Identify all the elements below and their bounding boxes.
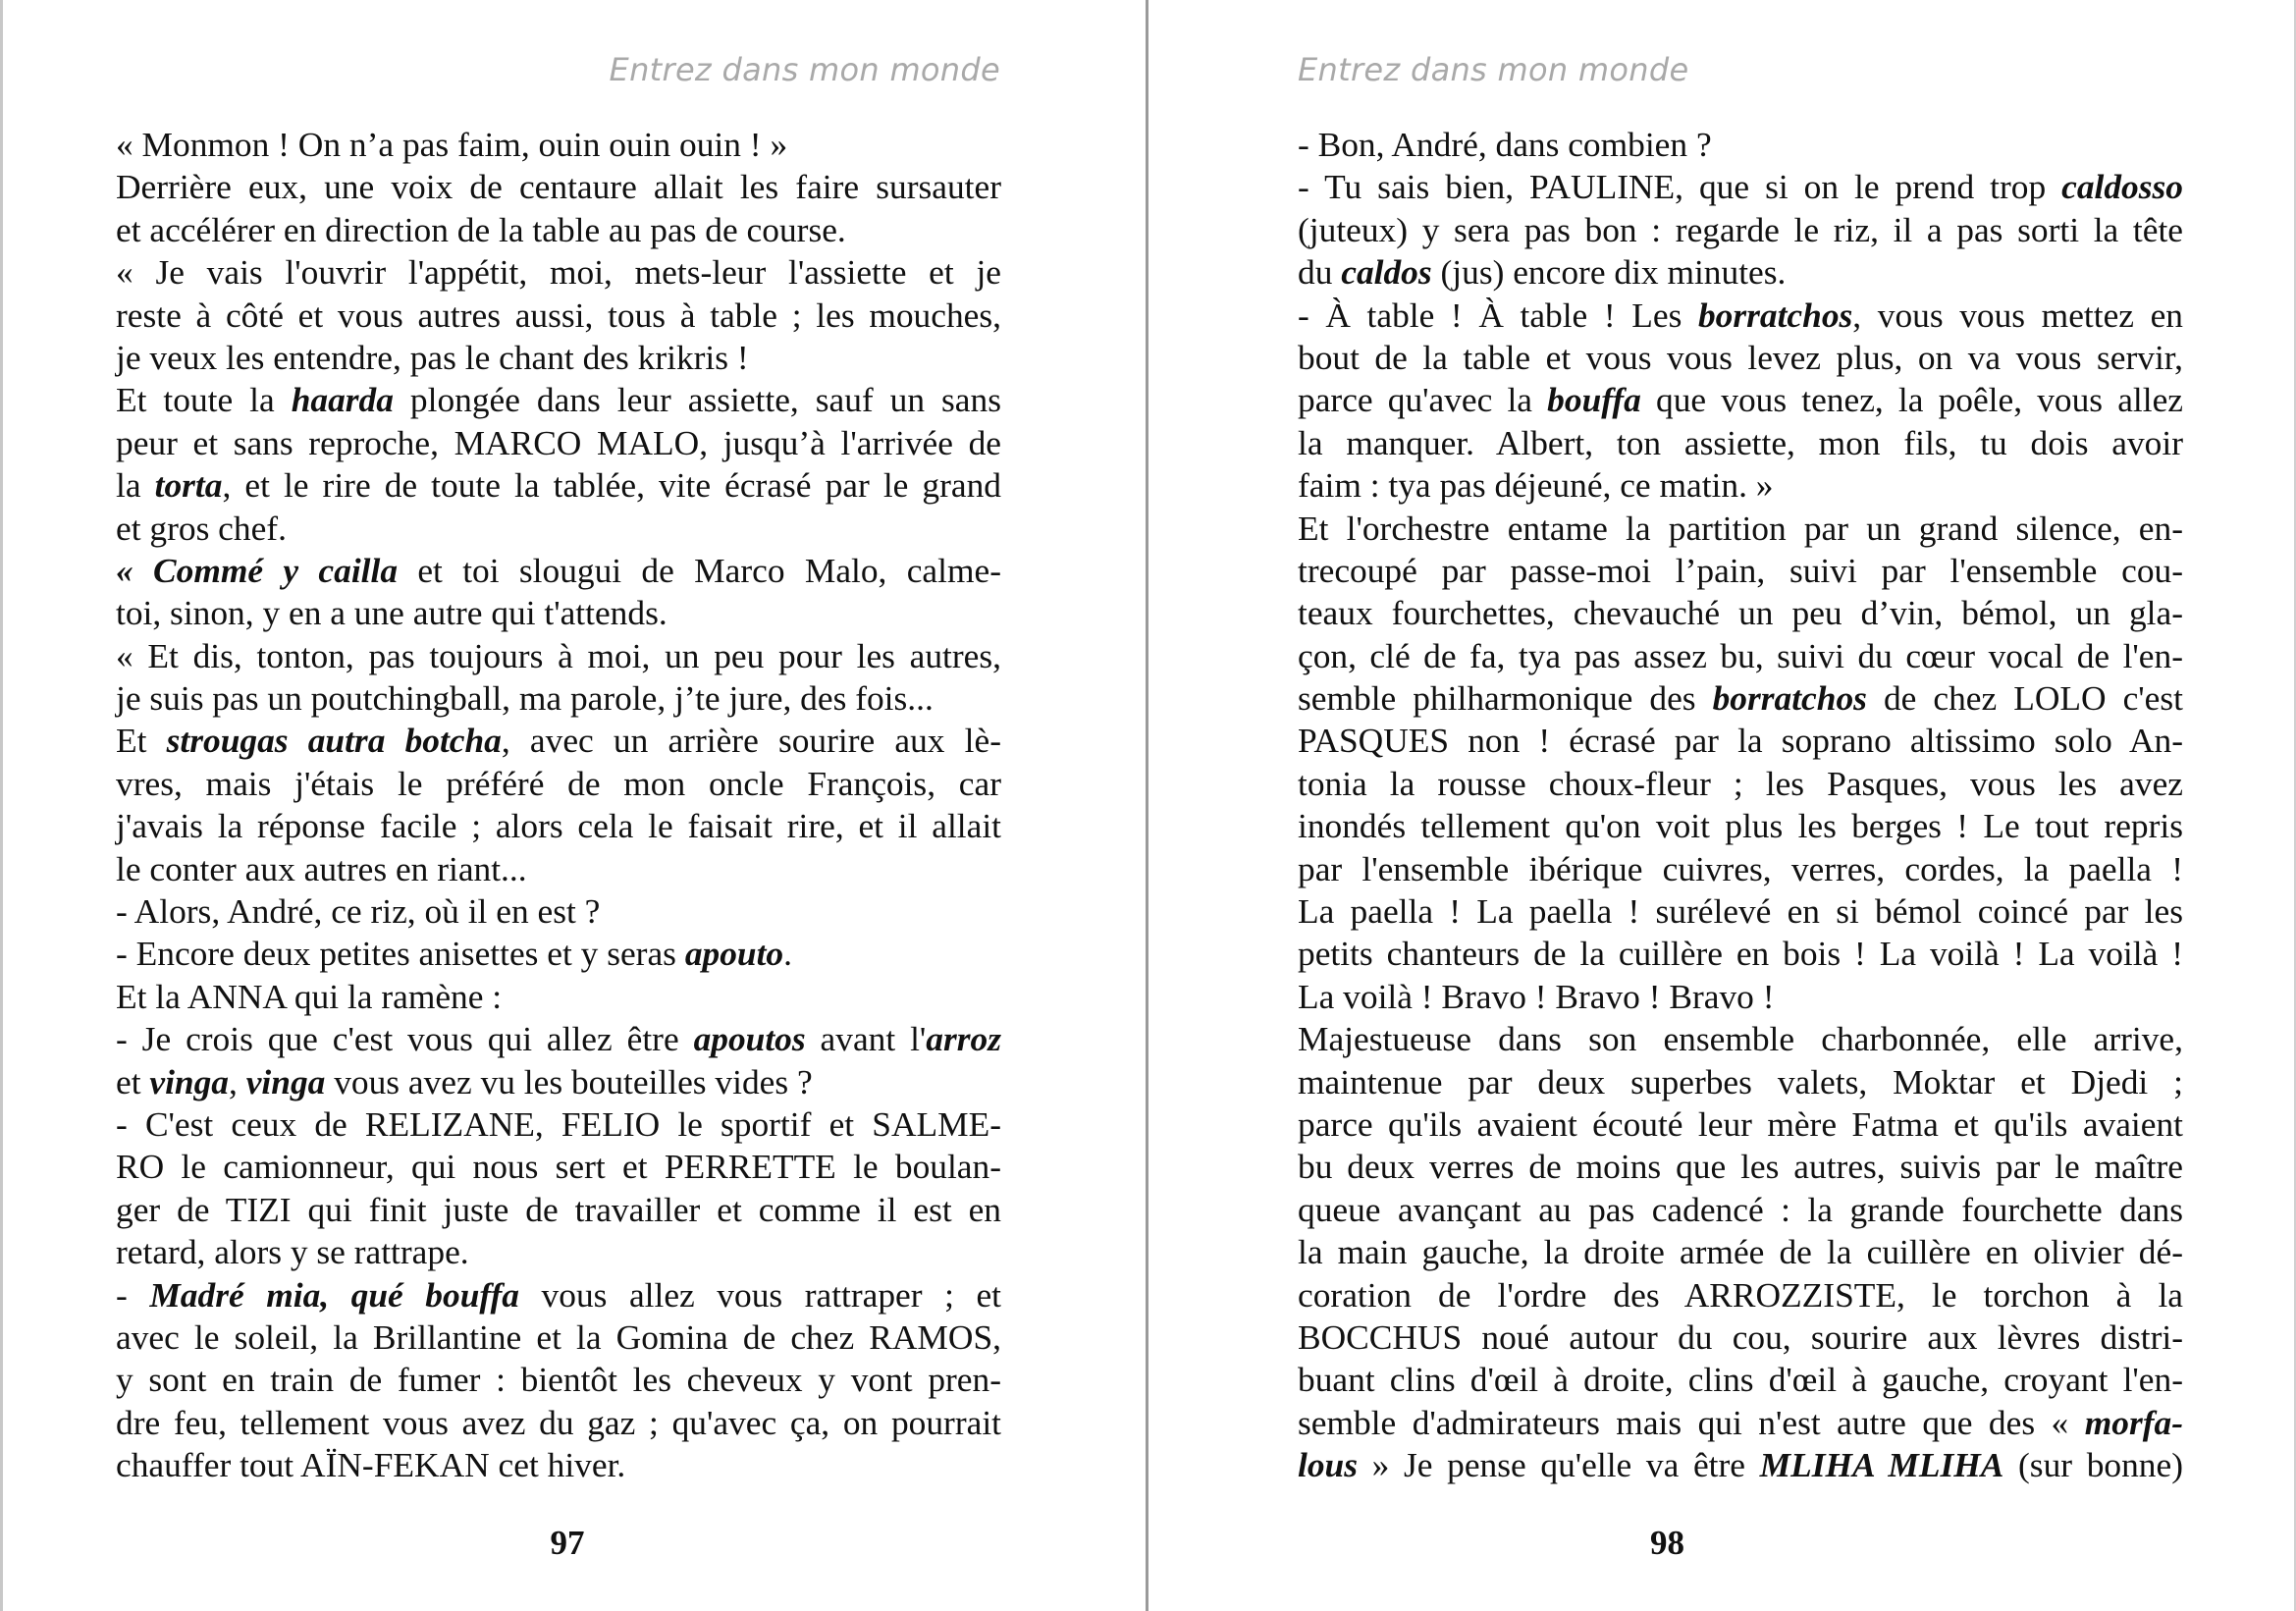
emphasis: Madré mia, qué bouffa (149, 1274, 520, 1315)
text-line (1298, 295, 2183, 337)
text-run: . (783, 934, 792, 974)
text-run: inondés tellement qu'on voit plus les berges ! Le tout repris (1298, 806, 2183, 846)
text-run: et gros chef. (116, 508, 287, 548)
text-run: avec le soleil, la Brillantine et la Gomina de chez RAMOS, (116, 1316, 1001, 1357)
text-run: - C'est ceux de RELIZANE, FELIO le sportif et SALME- (116, 1103, 1001, 1144)
text-run: Et l'orchestre entame la partition par un grand silence, en- (1298, 508, 2183, 548)
text-line (1298, 251, 2183, 294)
text-run: (jus) encore dix minutes. (1431, 252, 1787, 293)
emphasis: caldos (1341, 252, 1432, 293)
text-line (116, 763, 1001, 805)
text-run: plongée dans leur assiette, sauf un sans (393, 380, 1001, 420)
text-line (1298, 592, 2183, 634)
text-line (116, 933, 1001, 975)
body-text (1298, 124, 2183, 1487)
text-run: , (229, 1061, 246, 1101)
text-line (116, 379, 1001, 421)
text-run: bout de la table et vous vous levez plus, on va vous servir, (1298, 337, 2183, 377)
text-run: y sont en train de fumer : bientôt les cheveux y vont pren- (116, 1360, 1001, 1400)
emphasis: bouffa (1547, 380, 1641, 420)
text-run: semble d'admirateurs mais qui n'est autre que des « (1298, 1402, 2085, 1442)
text-line (1298, 209, 2183, 251)
emphasis: borratchos (1697, 295, 1853, 335)
text-line (1298, 805, 2183, 847)
text-line (1298, 720, 2183, 762)
text-line (1298, 124, 2183, 166)
text-run: - Bon, André, dans combien ? (1298, 125, 1712, 164)
text-line (116, 550, 1001, 592)
text-line (1298, 1146, 2183, 1188)
emphasis: caldosso (2061, 167, 2183, 207)
text-line (1298, 337, 2183, 379)
text-run: BOCCHUS noué autour du cou, sourire aux lèvres distri- (1298, 1316, 2183, 1357)
text-run: queue avançant au pas cadencé : la grande fourchette dans (1298, 1189, 2183, 1229)
text-run: , avec un arrière sourire aux lè- (501, 721, 1001, 761)
text-run: , et le rire de toute la tablée, vite écrasé par le grand (222, 465, 1001, 506)
text-run: maintenue par deux superbes valets, Moktar et Djedi ; (1298, 1061, 2183, 1101)
text-run: PASQUES non ! écrasé par la soprano altissimo solo An- (1298, 721, 2183, 761)
text-run: RO le camionneur, qui nous sert et PERRETTE le boulan- (116, 1147, 1001, 1187)
text-line (116, 251, 1001, 294)
text-run: - Tu sais bien, PAULINE, que si on le prend trop (1298, 167, 2062, 207)
text-line (1298, 1103, 2183, 1146)
text-line (1298, 1018, 2183, 1060)
text-run: reste à côté et vous autres aussi, tous à table ; les mouches, (116, 295, 1001, 335)
text-run: chauffer tout AÏN-FEKAN cet hiver. (116, 1445, 626, 1485)
text-run: avant l' (805, 1019, 927, 1059)
text-line (1298, 1444, 2183, 1486)
text-run: « Monmon ! On n’a pas faim, ouin ouin ouin ! » (116, 125, 788, 164)
text-line (1298, 677, 2183, 720)
text-line (1298, 508, 2183, 550)
text-run: trecoupé par passe-moi l’pain, suivi par l'ensemble cou- (1298, 550, 2183, 590)
text-run: et toi slougui de Marco Malo, calme- (398, 550, 1001, 590)
text-run: petits chanteurs de la cuillère en bois ! La voilà ! La voilà ! (1298, 934, 2183, 974)
text-line (116, 1402, 1001, 1444)
text-line (116, 124, 1001, 166)
text-line (116, 805, 1001, 847)
text-run: de chez LOLO c'est (1866, 678, 2183, 719)
text-line (116, 720, 1001, 762)
text-run: faim : tya pas déjeuné, ce matin. » (1298, 465, 1774, 506)
text-line (116, 1103, 1001, 1146)
text-line (1298, 422, 2183, 464)
text-run: toi, sinon, y en a une autre qui t'attends. (116, 593, 667, 633)
text-line (1298, 848, 2183, 890)
text-line (116, 337, 1001, 379)
text-run: la (116, 465, 155, 506)
text-run: teaux fourchettes, chevauché un peu d’vin, bémol, un gla- (1298, 593, 2183, 633)
text-line (1298, 550, 2183, 592)
text-line (116, 1018, 1001, 1060)
emphasis: strougas autra botcha (166, 721, 502, 761)
text-run: - Alors, André, ce riz, où il en est ? (116, 891, 601, 932)
text-run: , vous vous mettez en (1852, 295, 2183, 335)
text-line (1298, 1359, 2183, 1401)
running-head: Entrez dans mon monde (609, 51, 1000, 88)
emphasis: lous (1298, 1445, 1358, 1485)
text-line (116, 592, 1001, 634)
text-run: - Encore deux petites anisettes et y seras (116, 934, 685, 974)
text-run: et accélérer en direction de la table au pas de course. (116, 209, 846, 249)
text-run: (juteux) y sera pas bon : regarde le riz, il a pas sorti la tête (1298, 209, 2183, 249)
text-run: Et (116, 721, 167, 761)
body-text (116, 124, 1001, 1487)
text-line (1298, 635, 2183, 677)
text-line (116, 890, 1001, 933)
text-run: çon, clé de fa, tya pas assez bu, suivi du cœur vocal de l'en- (1298, 635, 2183, 675)
text-run: - À table ! À table ! Les (1298, 295, 1698, 335)
emphasis: haarda (291, 380, 394, 420)
text-run: parce qu'ils avaient écouté leur mère Fatma et qu'ils avaient (1298, 1103, 2183, 1144)
text-run: parce qu'avec la (1298, 380, 1548, 420)
text-run: que vous tenez, la poêle, vous allez (1640, 380, 2183, 420)
text-line (116, 848, 1001, 890)
text-run: vous avez vu les bouteilles vides ? (325, 1061, 813, 1101)
text-line (1298, 763, 2183, 805)
text-run: La paella ! La paella ! surélevé en si bémol coincé par les (1298, 891, 2183, 932)
emphasis: vinga (149, 1061, 230, 1101)
text-line (1298, 890, 2183, 933)
text-run: bu deux verres de moins que les autres, suivis par le maître (1298, 1147, 2183, 1187)
text-run: j'avais la réponse facile ; alors cela le faisait rire, et il allait (116, 806, 1001, 846)
running-head: Entrez dans mon monde (1298, 51, 1689, 88)
text-line (116, 677, 1001, 720)
text-run: la manquer. Albert, ton assiette, mon fils, tu dois avoir (1298, 422, 2183, 462)
right-page (1148, 0, 2296, 1611)
text-run: » Je pense qu'elle va être (1357, 1445, 1760, 1485)
emphasis: arroz (926, 1019, 1002, 1059)
text-line (116, 1359, 1001, 1401)
text-line (1298, 933, 2183, 975)
text-line (116, 976, 1001, 1018)
text-run: semble philharmonique des (1298, 678, 1713, 719)
text-run: je suis pas un poutchingball, ma parole, j’te jure, des fois... (116, 678, 934, 719)
text-run: le conter aux autres en riant... (116, 848, 527, 888)
text-line (116, 166, 1001, 208)
emphasis: apouto (684, 934, 784, 974)
text-run: la main gauche, la droite armée de la cuillère en olivier dé- (1298, 1232, 2183, 1272)
text-line (116, 464, 1001, 507)
text-run: - Je crois que c'est vous qui allez être (116, 1019, 694, 1059)
text-run: vres, mais j'étais le préféré de mon oncle François, car (116, 763, 1001, 803)
text-line (1298, 1316, 2183, 1359)
emphasis: MLIHA MLIHA (1759, 1445, 2004, 1485)
page-number: 97 (550, 1524, 585, 1562)
text-line (116, 1061, 1001, 1103)
text-line (116, 422, 1001, 464)
emphasis: apoutos (693, 1019, 806, 1059)
text-run: buant clins d'œil à droite, clins d'œil à gauche, croyant l'en- (1298, 1360, 2183, 1400)
text-run: tonia la rousse choux-fleur ; les Pasques, vous les avez (1298, 763, 2183, 803)
text-run: dre feu, tellement vous avez du gaz ; qu'avec ça, on pourrait (116, 1402, 1001, 1442)
text-run: Derrière eux, une voix de centaure allait les faire sursauter (116, 167, 1001, 207)
text-run: par l'ensemble ibérique cuivres, verres, cordes, la paella ! (1298, 848, 2183, 888)
text-line (1298, 976, 2183, 1018)
text-run: retard, alors y se rattrape. (116, 1232, 469, 1272)
text-line (116, 508, 1001, 550)
text-run: « Et dis, tonton, pas toujours à moi, un peu pour les autres, (116, 635, 1001, 675)
text-line (116, 635, 1001, 677)
text-line (1298, 379, 2183, 421)
text-run: (sur bonne) (2003, 1445, 2183, 1485)
emphasis: torta (154, 465, 223, 506)
text-run: « Je vais l'ouvrir l'appétit, moi, mets-leur l'assiette et je (116, 252, 1001, 293)
text-run: peur et sans reproche, MARCO MALO, jusqu’à l'arrivée de (116, 422, 1001, 462)
page-number: 98 (1650, 1524, 1684, 1562)
text-run: vous allez vous rattraper ; et (519, 1274, 1002, 1315)
text-line (116, 1189, 1001, 1231)
text-run: Et la ANNA qui la ramène : (116, 976, 503, 1016)
text-line (1298, 1402, 2183, 1444)
text-run: ger de TIZI qui finit juste de travailler et comme il est en (116, 1189, 1001, 1229)
text-run: Majestueuse dans son ensemble charbonnée, elle arrive, (1298, 1019, 2183, 1059)
text-line (1298, 1061, 2183, 1103)
text-line (1298, 1231, 2183, 1273)
text-line (116, 209, 1001, 251)
text-run: - (116, 1274, 150, 1315)
text-run: La voilà ! Bravo ! Bravo ! Bravo ! (1298, 976, 1775, 1016)
text-line (1298, 166, 2183, 208)
text-line (1298, 1189, 2183, 1231)
text-run: et (116, 1061, 150, 1101)
text-line (116, 1274, 1001, 1316)
text-line (1298, 1274, 2183, 1316)
emphasis: borratchos (1712, 678, 1867, 719)
emphasis: « Commé y cailla (116, 550, 399, 590)
text-line (116, 295, 1001, 337)
text-run: du (1298, 252, 1342, 293)
text-line (116, 1146, 1001, 1188)
text-line (116, 1231, 1001, 1273)
text-line (116, 1316, 1001, 1359)
text-run: je veux les entendre, pas le chant des krikris ! (116, 337, 749, 377)
text-line (1298, 464, 2183, 507)
text-line (116, 1444, 1001, 1486)
text-run: coration de l'ordre des ARROZZISTE, le torchon à la (1298, 1274, 2183, 1315)
text-run: Et toute la (116, 380, 292, 420)
emphasis: morfa- (2084, 1402, 2183, 1442)
emphasis: vinga (245, 1061, 326, 1101)
